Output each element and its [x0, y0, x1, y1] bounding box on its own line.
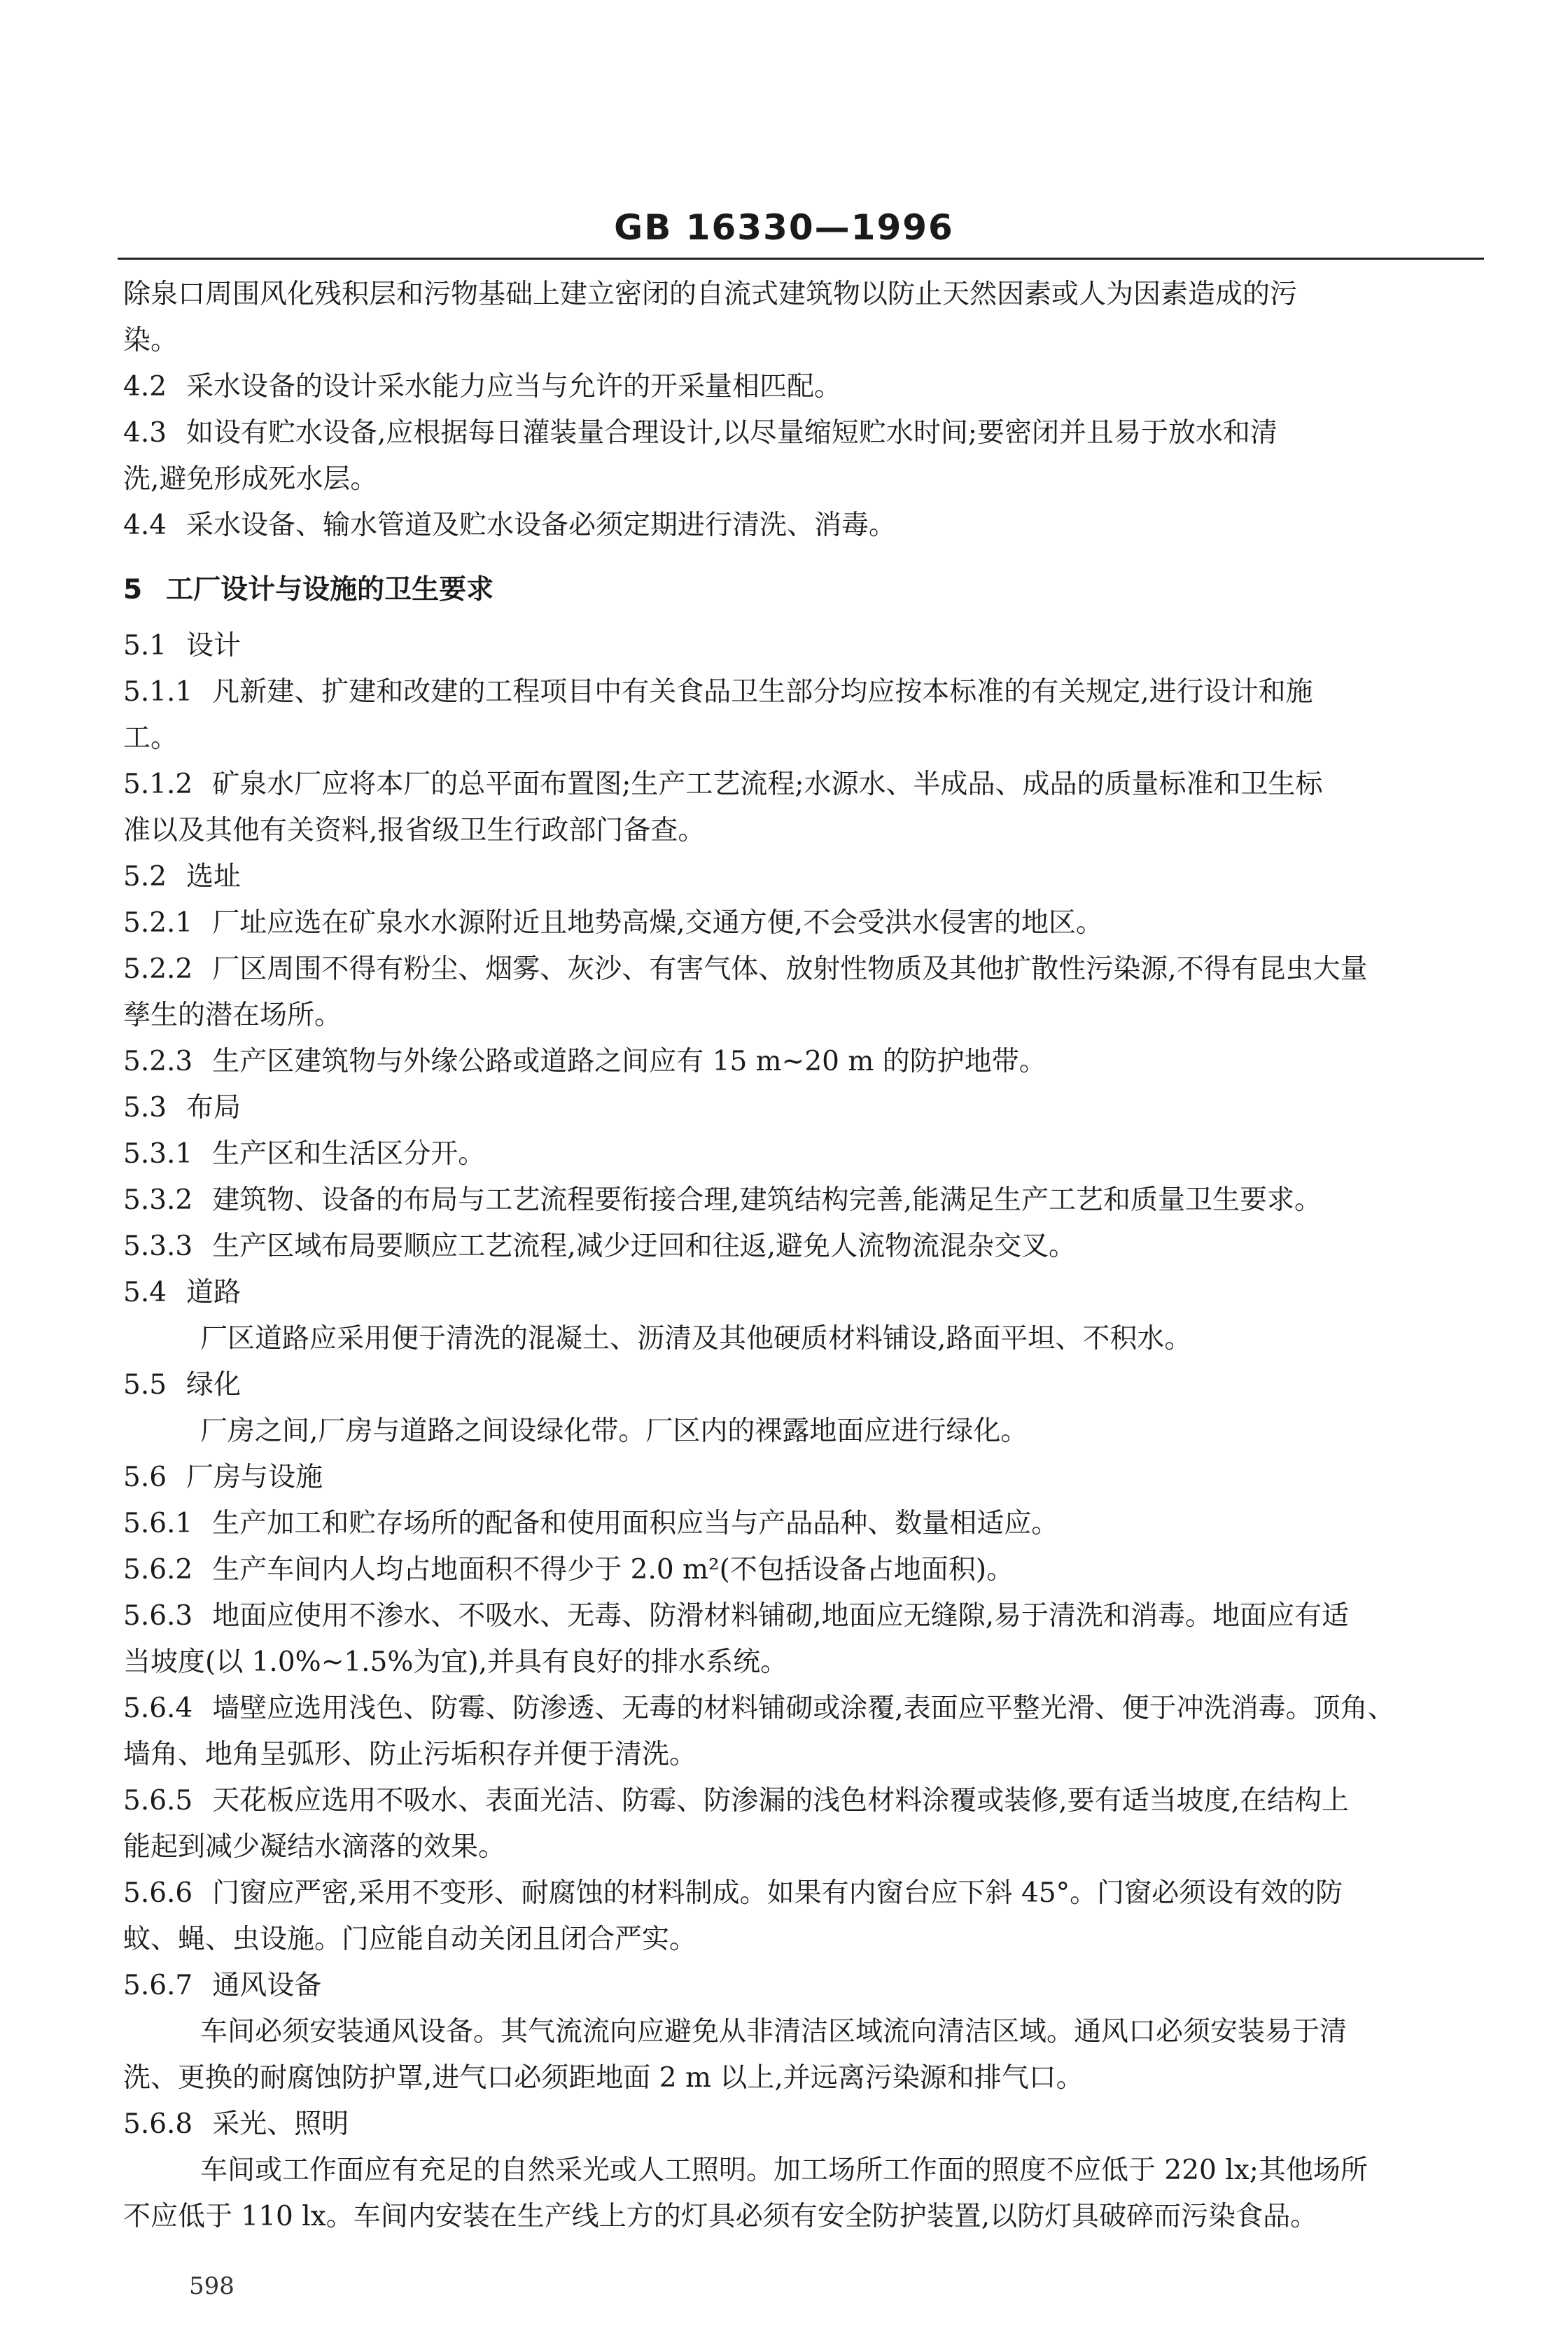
clause-number: 5.2.2: [123, 953, 193, 985]
clause-number: 5.4: [123, 1277, 167, 1308]
section-heading-5: [123, 567, 1502, 613]
clause-number: 5.2.3: [123, 1046, 193, 1077]
clause-5-1-2: [123, 762, 1502, 808]
text-line: 车间或工作面应有充足的自然采光或人工照明。加工场所工作面的照度不应低于 220 lx;其他场所: [200, 2155, 1368, 2186]
clause-text: 设计: [186, 630, 241, 662]
clause-text: 绿化: [186, 1369, 241, 1401]
clause-text: 矿泉水厂应将本厂的总平面布置图;生产工艺流程;水源水、半成品、成品的质量标准和卫生标: [212, 769, 1323, 800]
text-line: 除泉口周围风化残积层和污物基础上建立密闭的自流式建筑物以防止天然因素或人为因素造成的污: [123, 279, 1298, 310]
text-line: 洗,避免形成死水层。: [123, 463, 378, 495]
clause-text: 生产区域布局要顺应工艺流程,减少迂回和往返,避免人流物流混杂交叉。: [212, 1231, 1077, 1262]
clause-5-3: [123, 1085, 1502, 1131]
clause-5-1-1: [123, 669, 1502, 715]
clause-number: 5.6.1: [123, 1508, 193, 1539]
clause-5-2: [123, 854, 1502, 900]
clause-5-6-5: [123, 1778, 1502, 1824]
clause-number: 5.6.8: [123, 2108, 193, 2140]
section-number: 5: [123, 574, 143, 606]
clause-text: 天花板应选用不吸水、表面光洁、防霉、防渗漏的浅色材料涂覆或装修,要有适当坡度,在结构上: [212, 1785, 1350, 1816]
clause-5-2-1: [123, 900, 1502, 946]
clause-number: 5.1: [123, 630, 167, 662]
clause-5-1: [123, 623, 1502, 669]
clause-5-3-1: [123, 1131, 1502, 1177]
clause-number: 5.6.5: [123, 1785, 193, 1816]
clause-5-3-2: [123, 1177, 1502, 1224]
clause-text: 地面应使用不渗水、不吸水、无毒、防滑材料铺砌,地面应无缝隙,易于清洗和消毒。地面应有适: [212, 1600, 1350, 1632]
clause-5-6: [123, 1455, 1502, 1501]
text-line: 染。: [123, 325, 178, 356]
clause-5-6-1: [123, 1501, 1502, 1547]
clause-text: 道路: [186, 1277, 241, 1308]
text-line: 当坡度(以 1.0%~1.5%为宜),并具有良好的排水系统。: [123, 1646, 788, 1678]
clause-5-6-8: [123, 2101, 1502, 2148]
clause-text: 厂区周围不得有粉尘、烟雾、灰沙、有害气体、放射性物质及其他扩散性污染源,不得有昆虫大量: [212, 953, 1368, 985]
clause-4-3: [123, 410, 1502, 456]
document-body: [123, 272, 1502, 2240]
clause-5-4: [123, 1270, 1502, 1316]
clause-text: 如设有贮水设备,应根据每日灌装量合理设计,以尽量缩短贮水时间;要密闭并且易于放水和清: [186, 417, 1278, 449]
clause-number: 5.6.3: [123, 1600, 193, 1632]
text-line: 墙角、地角呈弧形、防止污垢积存并便于清洗。: [123, 1739, 697, 1770]
clause-5-6-4: [123, 1686, 1502, 1732]
text-line: 蚊、蝇、虫设施。门应能自动关闭且闭合严实。: [123, 1924, 697, 1955]
clause-text: 生产区和生活区分开。: [212, 1138, 486, 1170]
clause-text: 厂房与设施: [186, 1462, 323, 1493]
clause-text: 生产车间内人均占地面积不得少于 2.0 m²(不包括设备占地面积)。: [212, 1554, 1014, 1586]
standard-code-header: GB 16330—1996: [614, 207, 954, 248]
text-line: 孳生的潜在场所。: [123, 1000, 342, 1031]
clause-number: 5.6: [123, 1462, 167, 1493]
clause-number: 5.2.1: [123, 907, 193, 939]
text-line: 洗、更换的耐腐蚀防护罩,进气口必须距地面 2 m 以上,并远离污染源和排气口。: [123, 2062, 1084, 2094]
text-line: 不应低于 110 lx。车间内安装在生产线上方的灯具必须有安全防护装置,以防灯具破碎而污染食品。: [123, 2201, 1318, 2232]
clause-text: 生产区建筑物与外缘公路或道路之间应有 15 m~20 m 的防护地带。: [212, 1046, 1046, 1077]
text-line: 厂区道路应采用便于清洗的混凝土、沥清及其他硬质材料铺设,路面平坦、不积水。: [200, 1323, 1192, 1354]
clause-5-6-2: [123, 1547, 1502, 1593]
page-number: 598: [189, 2272, 234, 2300]
clause-number: 5.6.6: [123, 1877, 193, 1909]
text-line: 准以及其他有关资料,报省级卫生行政部门备查。: [123, 815, 706, 846]
clause-5-3-3: [123, 1224, 1502, 1270]
clause-5-2-3: [123, 1039, 1502, 1085]
clause-text: 厂址应选在矿泉水水源附近且地势高燥,交通方便,不会受洪水侵害的地区。: [212, 907, 1104, 939]
clause-number: 5.3: [123, 1092, 167, 1124]
clause-5-2-2: [123, 946, 1502, 993]
clause-5-5: [123, 1362, 1502, 1408]
clause-text: 生产加工和贮存场所的配备和使用面积应当与产品品种、数量相适应。: [212, 1508, 1059, 1539]
header-rule: [118, 258, 1484, 260]
clause-5-6-3: [123, 1593, 1502, 1639]
text-line: 能起到减少凝结水滴落的效果。: [123, 1831, 506, 1863]
clause-text: 采水设备的设计采水能力应当与允许的开采量相匹配。: [186, 371, 842, 402]
clause-text: 建筑物、设备的布局与工艺流程要衔接合理,建筑结构完善,能满足生产工艺和质量卫生要求。: [212, 1184, 1322, 1216]
clause-number: 5.6.4: [123, 1693, 193, 1724]
clause-text: 选址: [186, 861, 241, 892]
section-title: 工厂设计与设施的卫生要求: [166, 574, 494, 606]
clause-number: 4.3: [123, 417, 167, 449]
clause-number: 5.6.7: [123, 1970, 193, 2001]
clause-text: 通风设备: [212, 1970, 322, 2001]
text-line: 工。: [123, 722, 178, 754]
clause-number: 5.5: [123, 1369, 167, 1401]
clause-number: 5.3.3: [123, 1231, 193, 1262]
clause-text: 门窗应严密,采用不变形、耐腐蚀的材料制成。如果有内窗台应下斜 45°。门窗必须设有效的防: [212, 1877, 1343, 1909]
clause-5-6-7: [123, 1963, 1502, 2009]
text-line: 厂房之间,厂房与道路之间设绿化带。厂区内的裸露地面应进行绿化。: [200, 1415, 1028, 1447]
clause-text: 采水设备、输水管道及贮水设备必须定期进行清洗、消毒。: [186, 510, 897, 541]
clause-5-6-6: [123, 1870, 1502, 1917]
clause-text: 布局: [186, 1092, 241, 1124]
clause-text: 采光、照明: [212, 2108, 349, 2140]
clause-number: 5.3.2: [123, 1184, 193, 1216]
clause-4-4: [123, 503, 1502, 549]
clause-4-2: [123, 364, 1502, 410]
clause-number: 4.2: [123, 371, 167, 402]
clause-number: 5.3.1: [123, 1138, 193, 1170]
clause-number: 5.1.1: [123, 676, 193, 708]
text-line: 车间必须安装通风设备。其气流流向应避免从非清洁区域流向清洁区域。通风口必须安装易于清: [200, 2016, 1348, 2047]
clause-number: 5.1.2: [123, 769, 193, 800]
clause-number: 5.6.2: [123, 1554, 193, 1586]
clause-number: 5.2: [123, 861, 167, 892]
clause-text: 凡新建、扩建和改建的工程项目中有关食品卫生部分均应按本标准的有关规定,进行设计和施: [212, 676, 1313, 708]
clause-text: 墙壁应选用浅色、防霉、防渗透、无毒的材料铺砌或涂覆,表面应平整光滑、便于冲洗消毒。顶角、: [212, 1693, 1395, 1724]
clause-number: 4.4: [123, 510, 167, 541]
